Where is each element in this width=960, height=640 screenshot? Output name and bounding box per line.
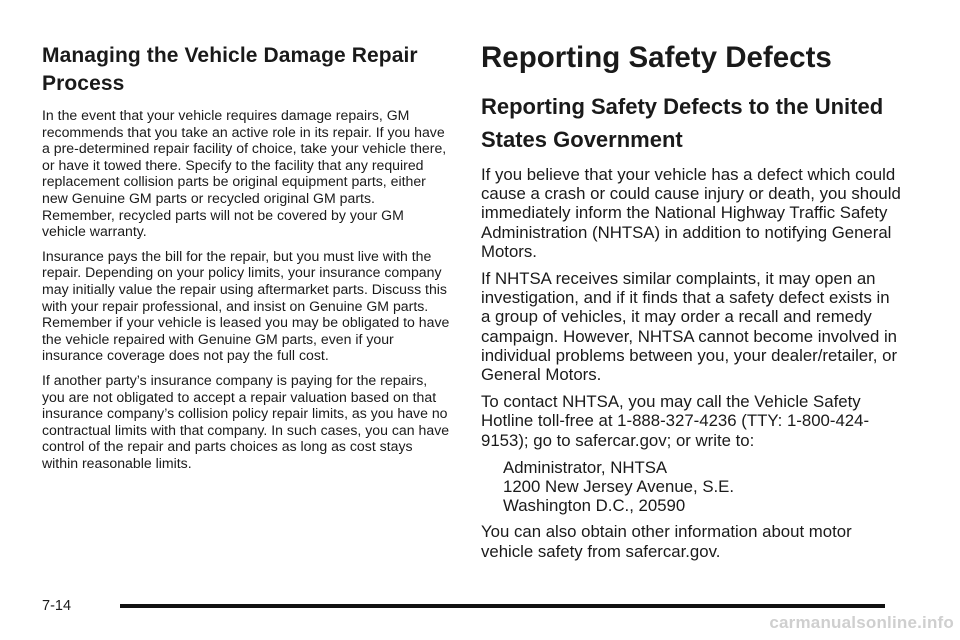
paragraph: If you believe that your vehicle has a defect which could cause a crash or could cause injury or death, you should immediately inform the National Highway Traffic Safety Administration (NHTSA) in addition to notifying General Motors. bbox=[481, 165, 901, 261]
paragraph: If NHTSA receives similar complaints, it may open an investigation, and if it finds that a safety defect exists in a group of vehicles, it may order a recall and remedy campaign. However, NHTSA cannot become involved in individual problems between you, your dealer/retailer, or General Motors. bbox=[481, 269, 898, 385]
right-column bbox=[481, 40, 901, 569]
paragraph: You can also obtain other information about motor vehicle safety from safercar.gov. bbox=[481, 522, 852, 561]
left-column bbox=[42, 42, 450, 479]
section-title-safety-defects: Reporting Safety Defects bbox=[481, 41, 832, 74]
paragraph: To contact NHTSA, you may call the Vehicle Safety Hotline toll-free at 1-888-327-4236 (TTY: 1-800-424-9153); go to safercar.gov; or write to: bbox=[481, 392, 870, 450]
address-line: Administrator, NHTSA bbox=[503, 457, 668, 477]
watermark: carmanualsonline.info bbox=[769, 613, 954, 632]
footer-rule bbox=[120, 604, 885, 608]
section-heading-damage-repair: Managing the Vehicle Damage Repair Process bbox=[42, 44, 418, 95]
paragraph: Insurance pays the bill for the repair, but you must live with the repair. Depending on your policy limits, your insurance company may initially value the repair using aftermarket parts. Discuss this with your repair professional, and insist on Genuine GM parts. Remember if your vehicle is leased you may be obligated to have the vehicle repaired with Genuine GM parts, even if your insurance coverage does not pay the full cost. bbox=[42, 247, 450, 364]
paragraph: If another party’s insurance company is paying for the repairs, you are not obligated to accept a repair valuation based on that insurance company’s collision policy repair limits, as you have no contractual limits with that company. In such cases, you can have control of the repair and parts choices as long as cost stays within reasonable limits. bbox=[42, 371, 450, 471]
paragraph: In the event that your vehicle requires damage repairs, GM recommends that you take an active role in its repair. If you have a pre-determined repair facility of choice, take your vehicle there, or have it towed there. Specify to the facility that any required replacement collision parts be original equipment parts, either new Genuine GM parts or recycled original GM parts. Remember, recycled parts will not be covered by your GM vehicle warranty. bbox=[42, 107, 447, 240]
nhtsa-address bbox=[503, 458, 901, 516]
subsection-heading-us-government: Reporting Safety Defects to the United States Government bbox=[481, 94, 884, 152]
page-number: 7-14 bbox=[42, 598, 72, 614]
address-line: Washington D.C., 20590 bbox=[503, 496, 686, 516]
address-line: 1200 New Jersey Avenue, S.E. bbox=[503, 477, 735, 497]
